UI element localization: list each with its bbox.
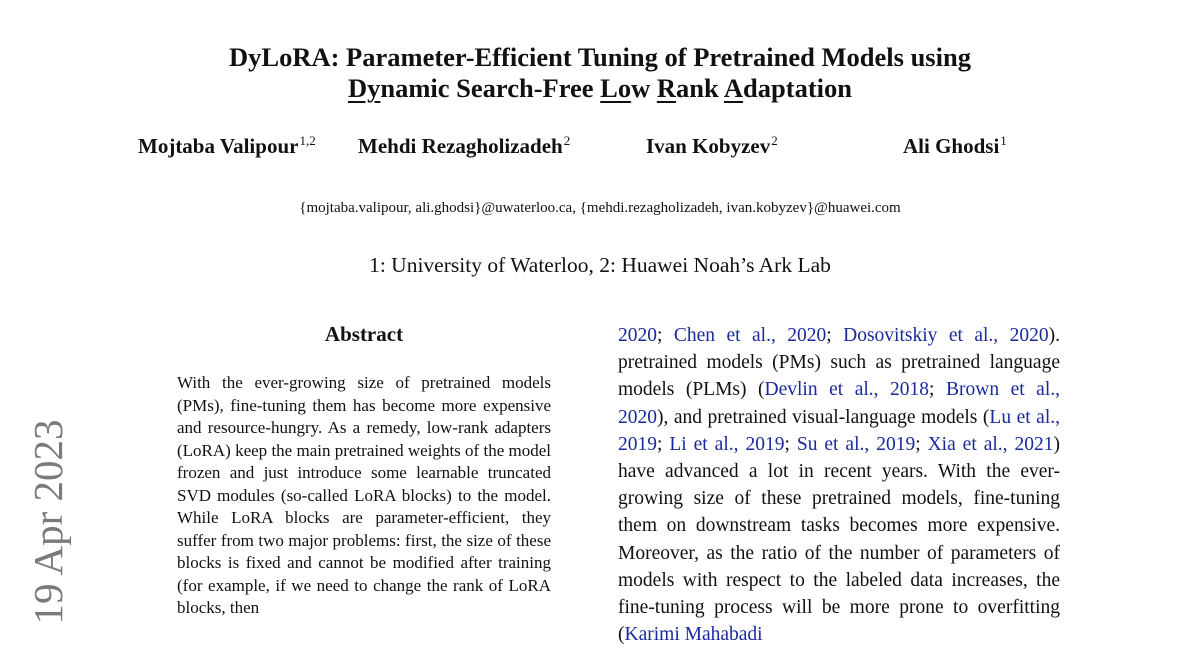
arxiv-date-stamp: 19 Apr 2023 <box>25 419 71 625</box>
affiliations: 1: University of Waterloo, 2: Huawei Noah’s Ark Lab <box>369 253 831 277</box>
author-name: Mojtaba Valipour <box>138 134 299 158</box>
right-column-text <box>618 322 1060 648</box>
author-affiliation-mark: 2 <box>563 133 571 148</box>
body-text: ) have advanced a lot in recent years. With the ever-growing size of these pretrained models, fine-tuning them on downstream tasks becomes more expensive. Moreover, as the ratio of the number of parameters of models with respect to the labeled data increases, the fine-tuning process will be more prone to overfitting ( <box>618 433 1060 646</box>
title-text: ank <box>676 73 724 103</box>
body-text: ; <box>784 433 797 455</box>
abstract-heading: Abstract <box>324 322 404 346</box>
citation-link[interactable]: Xia et al., 2021 <box>927 433 1054 455</box>
author-affiliation-mark: 1 <box>1000 133 1007 148</box>
citation-link[interactable]: Su et al., 2019 <box>796 433 916 455</box>
title-underlined-a: A <box>723 73 744 103</box>
body-text: ; <box>929 379 946 401</box>
title-text: namic Search-Free <box>380 73 601 103</box>
title-underlined-lo: Lo <box>600 73 632 103</box>
author-1 <box>138 133 316 159</box>
citation-link[interactable]: Brown et al., 2020 <box>618 379 1060 428</box>
author-4 <box>903 133 1007 159</box>
citation-link[interactable]: Devlin et al., 2018 <box>764 379 930 401</box>
body-text: ; <box>657 433 670 455</box>
body-text: ; <box>826 325 844 346</box>
citation-link[interactable]: Karimi Mahabadi <box>624 624 763 646</box>
paper-title <box>0 42 1200 104</box>
citation-link[interactable]: Lu et al., 2019 <box>618 406 1061 455</box>
citation-link[interactable]: Li et al., 2019 <box>669 433 785 455</box>
title-underlined-dy: Dy <box>347 73 381 103</box>
body-text: ; <box>657 325 674 346</box>
citation-link[interactable]: Chen et al., 2020 <box>673 325 827 346</box>
citation-link[interactable]: 2020 <box>618 325 657 346</box>
abstract-body: With the ever-growing size of pretrained models (PMs), fine-tuning them has become more expensive and resource-hungry. As a remedy, low-rank adapters (LoRA) keep the main pretrained weights of the model frozen and just introduce some learnable truncated SVD modules (so-called LoRA blocks) to the model. While LoRA blocks are parameter-efficient, they suffer from two major problems: first, the size of these blocks is fixed and cannot be modified after training (for example, if we need to change the rank of LoRA blocks, then <box>177 373 551 617</box>
body-text: ; <box>915 433 928 455</box>
author-name: Ivan Kobyzev <box>646 134 771 158</box>
title-text: w <box>631 73 657 103</box>
title-line-2 <box>0 73 1200 104</box>
title-line-1: DyLoRA: Parameter-Efficient Tuning of Pretrained Models using <box>229 42 971 72</box>
body-text: ), and pretrained visual-language models ( <box>657 406 990 428</box>
author-affiliation-mark: 2 <box>771 133 778 148</box>
body-text: ). pretrained models (PMs) such as pretrained language models (PLMs) ( <box>618 325 1061 401</box>
author-2 <box>358 133 570 159</box>
title-underlined-r: R <box>656 73 676 103</box>
author-emails: {mojtaba.valipour, ali.ghodsi}@uwaterloo.ca, {mehdi.rezagholizadeh, ivan.kobyzev}@huawei.com <box>299 200 901 216</box>
author-3 <box>646 133 778 159</box>
title-text: daptation <box>743 73 853 103</box>
author-affiliation-mark: 1,2 <box>299 133 316 148</box>
citation-link[interactable]: Dosovitskiy et al., 2020 <box>843 325 1049 346</box>
author-name: Mehdi Rezagholizadeh <box>358 134 563 158</box>
author-name: Ali Ghodsi <box>903 134 1000 158</box>
